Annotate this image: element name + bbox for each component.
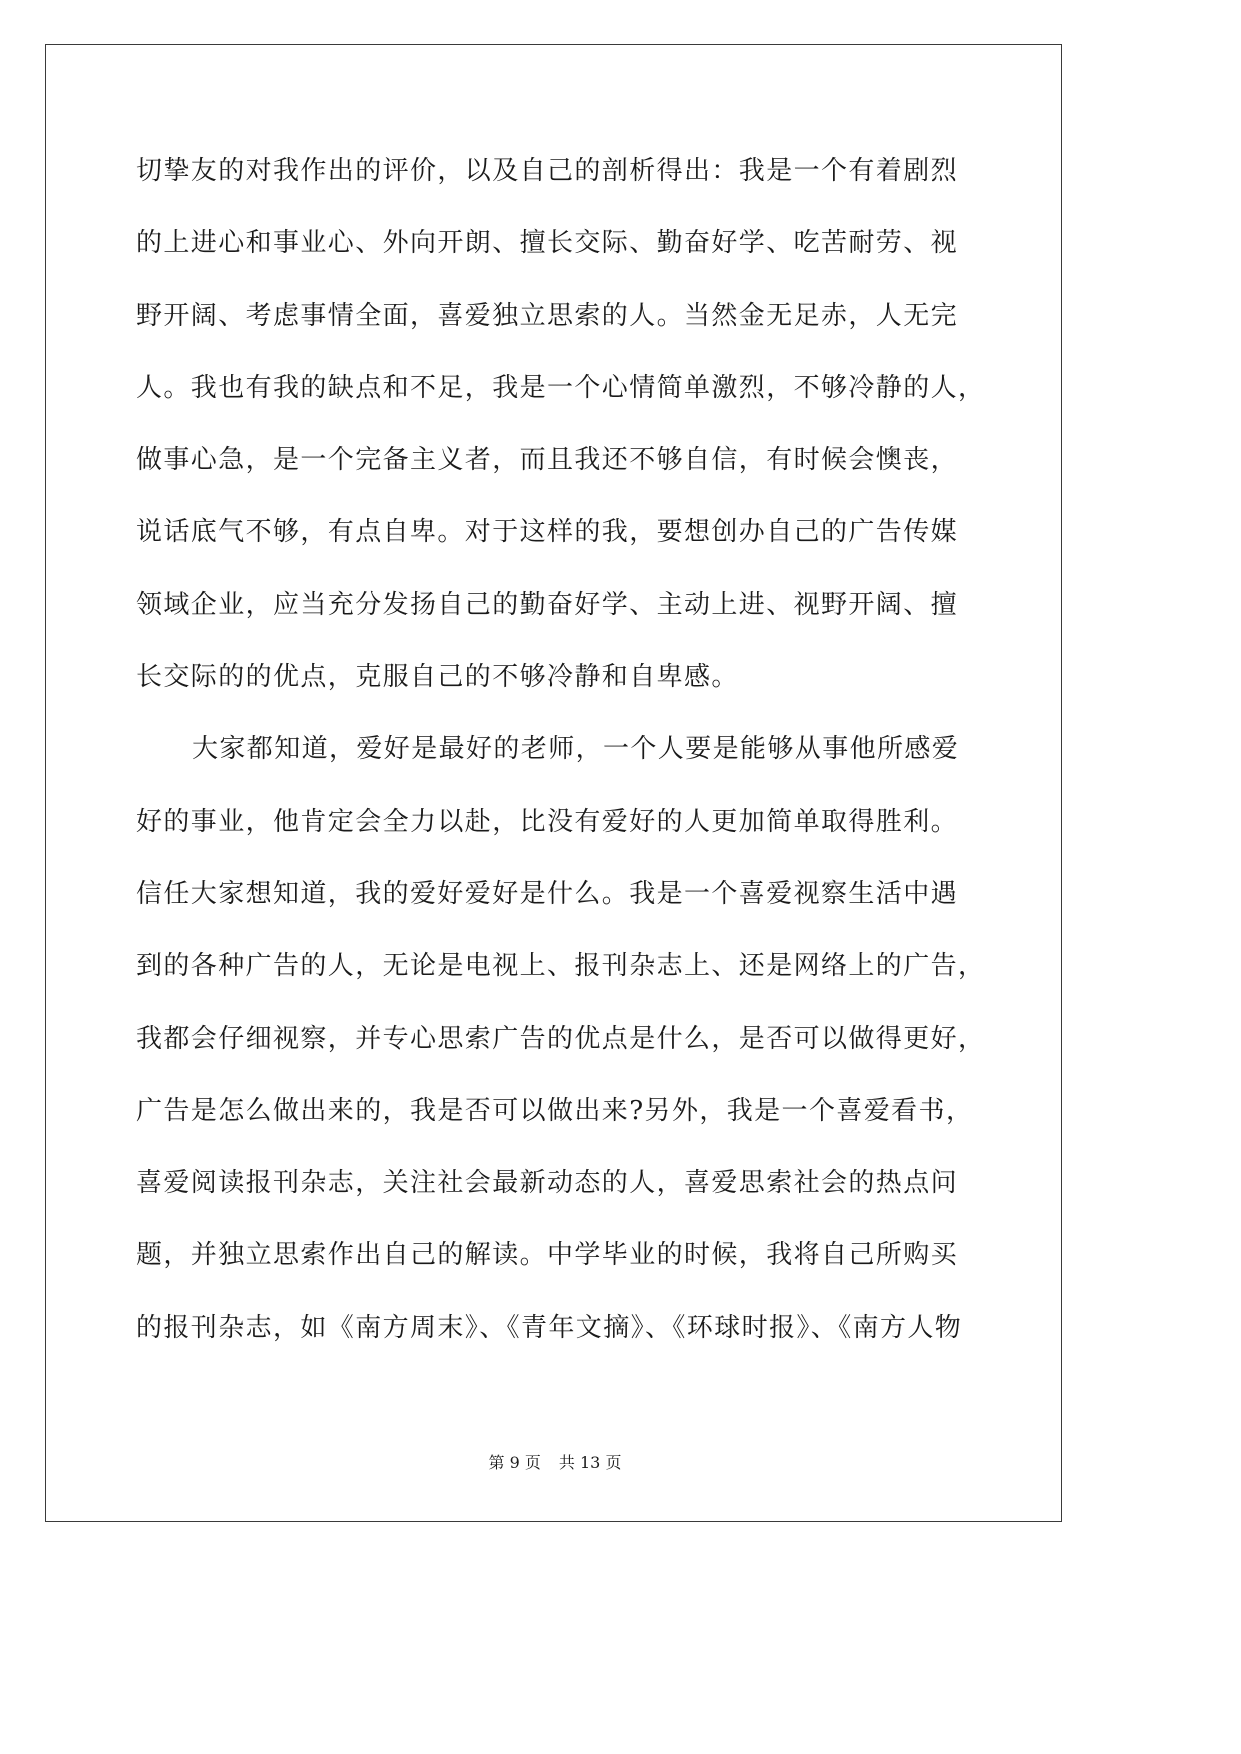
text-line: 我都会仔细视察，并专心思索广告的优点是什么，是否可以做得更好， [136,1023,986,1054]
text-line: 喜爱阅读报刊杂志，关注社会最新动态的人，喜爱思索社会的热点问 [136,1168,959,1199]
text-line: 说话底气不够，有点自卑。对于这样的我，要想创办自己的广告传媒 [136,517,959,548]
text-line: 的报刊杂志，如《南方周末》、《青年文摘》、《环球时报》、《南方人物 [136,1312,963,1343]
text-line: 人。我也有我的缺点和不足，我是一个心情简单激烈，不够冷静的人， [136,372,986,403]
text-line: 到的各种广告的人，无论是电视上、报刊杂志上、还是网络上的广告， [136,951,986,982]
document-body [136,145,996,1374]
text-line: 长交际的的优点，克服自己的不够冷静和自卑感。 [136,662,739,693]
text-line: 领域企业，应当充分发扬自己的勤奋好学、主动上进、视野开阔、擅 [136,589,959,620]
text-line: 切挚友的对我作出的评价，以及自己的剖析得出：我是一个有着剧烈 [136,156,959,186]
text-line: 广告是怎么做出来的，我是否可以做出来?另外，我是一个喜爱看书， [136,1095,974,1126]
text-line: 的上进心和事业心、外向开朗、擅长交际、勤奋好学、吃苦耐劳、视 [136,228,959,259]
text-line: 信任大家想知道，我的爱好爱好是什么。我是一个喜爱视察生活中遇 [136,878,959,909]
text-line: 做事心急，是一个完备主义者，而且我还不够自信，有时候会懊丧， [136,445,959,476]
page-total: 共 13 页 [558,1453,622,1472]
page-footer [0,1450,1110,1473]
text-line: 题，并独立思索作出自己的解读。中学毕业的时候，我将自己所购买 [136,1240,959,1271]
page-number: 第 9 页 [488,1453,541,1472]
text-line: 好的事业，他肯定会全力以赴，比没有爱好的人更加简单取得胜利。 [136,806,959,837]
paragraph-start-line: 大家都知道，爱好是最好的老师，一个人要是能够从事他所感爱 [192,734,960,765]
text-line: 野开阔、考虑事情全面，喜爱独立思索的人。当然金无足赤，人无完 [136,300,959,331]
